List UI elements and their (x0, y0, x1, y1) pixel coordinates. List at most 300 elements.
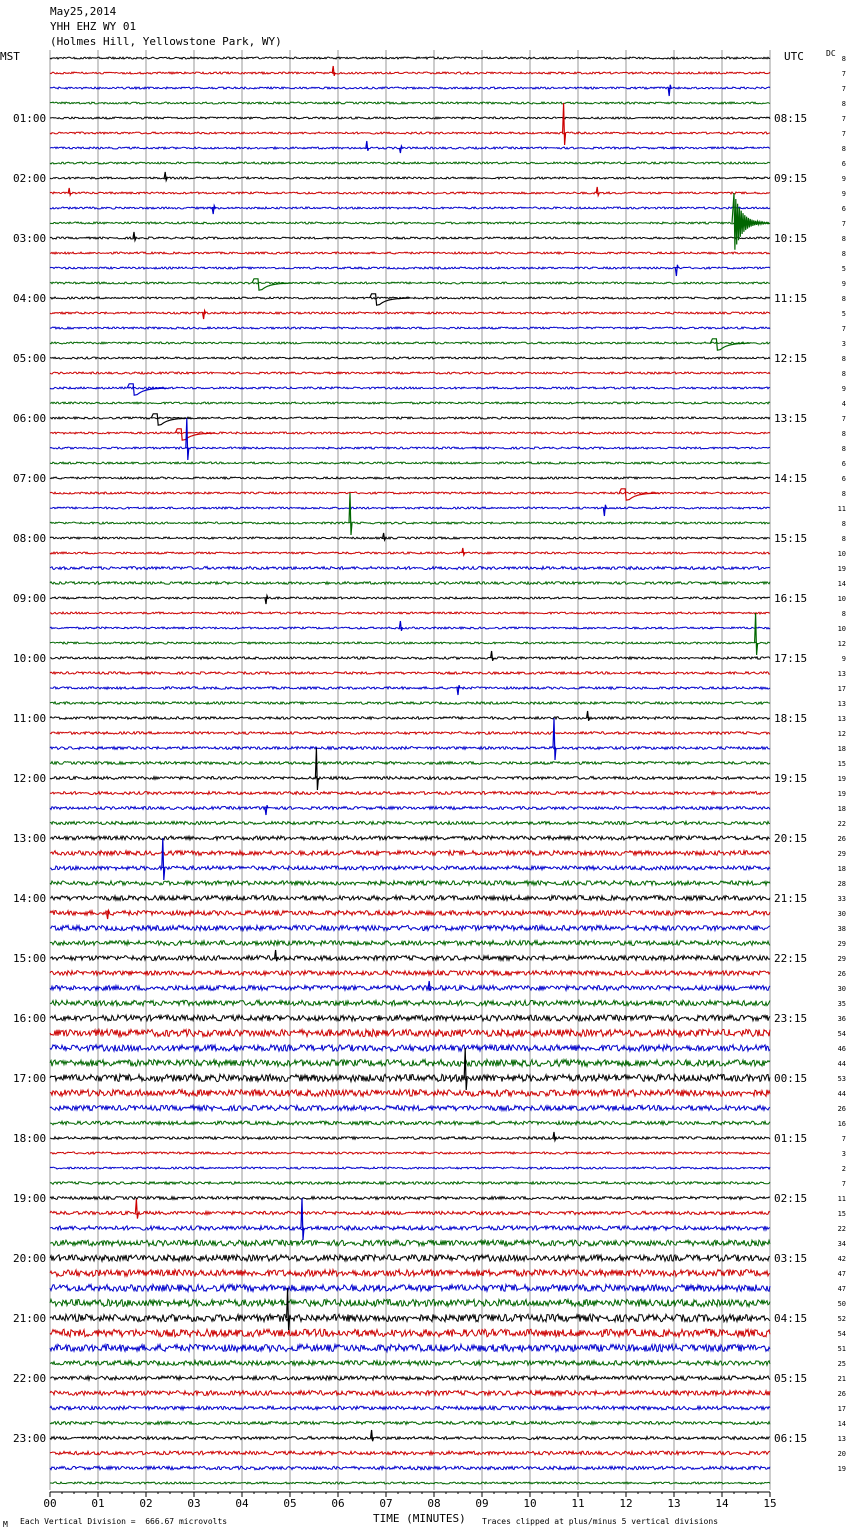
dc-offset-value: 4 (841, 400, 846, 408)
right-hour-label: 05:15 (774, 1372, 808, 1385)
dc-offset-value: 8 (841, 520, 846, 528)
event-spike (287, 1288, 290, 1330)
seismic-trace (50, 717, 770, 720)
seismic-trace (50, 207, 770, 209)
seismic-trace (50, 522, 770, 524)
dc-offset-value: 7 (841, 130, 846, 138)
seismic-trace (50, 357, 770, 359)
dc-offset-value: 30 (837, 985, 846, 993)
dc-offset-value: 12 (837, 730, 846, 738)
dc-offset-value: 8 (841, 445, 846, 453)
dc-offset-value: 19 (837, 790, 846, 798)
dc-offset-value: 14 (837, 580, 846, 588)
dc-offset-value: 3 (841, 340, 846, 348)
event-step (175, 429, 215, 440)
x-tick-label: 09 (475, 1497, 489, 1510)
dc-offset-value: 30 (837, 910, 846, 918)
station-location: (Holmes Hill, Yellowstone Park, WY) (50, 35, 282, 48)
dc-offset-value: 10 (837, 550, 846, 558)
right-hour-label: 12:15 (774, 352, 808, 365)
dc-offset-value: 8 (841, 535, 846, 543)
right-hour-label: 04:15 (774, 1312, 808, 1325)
seismic-trace (50, 1329, 770, 1337)
dc-offset-value: 26 (837, 970, 846, 978)
dc-offset-value: 21 (837, 1375, 846, 1383)
seismic-trace (50, 1466, 770, 1469)
dc-offset-value: 6 (841, 475, 846, 483)
event-spike (587, 711, 590, 721)
event-spike (675, 265, 678, 276)
event-spike (162, 838, 165, 880)
seismic-trace (50, 57, 770, 59)
left-hour-label: 16:00 (13, 1012, 47, 1025)
left-hour-label: 10:00 (13, 652, 47, 665)
event-spike (553, 1132, 556, 1140)
dc-offset-value: 28 (837, 880, 846, 888)
dc-offset-value: 2 (841, 1165, 846, 1173)
left-hour-label: 07:00 (13, 472, 47, 485)
right-hour-label: 09:15 (774, 172, 808, 185)
x-tick-label: 10 (523, 1497, 537, 1510)
right-hour-label: 01:15 (774, 1132, 808, 1145)
seismic-trace (50, 896, 770, 901)
dc-offset-value: 8 (841, 100, 846, 108)
seismic-trace (50, 1029, 770, 1036)
seismic-trace (50, 1285, 770, 1292)
dc-offset-value: 42 (837, 1255, 846, 1263)
seismic-trace (50, 252, 770, 254)
seismic-trace (50, 1451, 770, 1455)
seismic-trace (50, 492, 770, 494)
event-spike (301, 1198, 304, 1240)
left-hour-label: 12:00 (13, 772, 47, 785)
dc-offset-value: 9 (841, 385, 846, 393)
left-hour-label: 13:00 (13, 832, 47, 845)
seismic-trace (50, 1197, 770, 1200)
seismic-trace (50, 956, 770, 961)
dc-offset-value: 5 (841, 265, 846, 273)
right-hour-label: 13:15 (774, 412, 808, 425)
seismic-trace (50, 1391, 770, 1396)
dc-label: DC (826, 49, 836, 58)
seismic-trace (50, 1226, 770, 1230)
left-hour-label: 11:00 (13, 712, 47, 725)
dc-offset-value: 6 (841, 460, 846, 468)
left-hour-label: 21:00 (13, 1312, 47, 1325)
x-tick-label: 02 (139, 1497, 153, 1510)
seismic-trace (50, 1299, 770, 1306)
seismic-trace (50, 552, 770, 554)
seismic-trace (50, 1211, 770, 1214)
seismic-trace (50, 282, 770, 284)
x-tick-label: 07 (379, 1497, 393, 1510)
event-spike (332, 66, 335, 76)
right-hour-label: 02:15 (774, 1192, 808, 1205)
right-hour-label: 00:15 (774, 1072, 808, 1085)
dc-offset-value: 7 (841, 220, 846, 228)
x-tick-label: 08 (427, 1497, 441, 1510)
dc-offset-value: 5 (841, 310, 846, 318)
seismic-trace (50, 1182, 770, 1185)
right-hour-label: 17:15 (774, 652, 808, 665)
dc-offset-value: 17 (837, 685, 846, 693)
event-spike (457, 685, 460, 695)
clip-note: Traces clipped at plus/minus 5 vertical divisions (482, 1517, 719, 1526)
x-tick-label: 04 (235, 1497, 249, 1510)
seismic-trace (50, 327, 770, 329)
seismic-trace (50, 462, 770, 464)
seismic-trace (50, 1255, 770, 1261)
left-hour-label: 01:00 (13, 112, 47, 125)
dc-offset-value: 19 (837, 565, 846, 573)
seismic-trace (50, 941, 770, 946)
dc-offset-value: 36 (837, 1015, 846, 1023)
dc-offset-value: 8 (841, 430, 846, 438)
seismic-trace (50, 1314, 770, 1321)
seismic-trace (50, 1406, 770, 1410)
seismic-trace (50, 267, 770, 269)
right-hour-label: 22:15 (774, 952, 808, 965)
dc-offset-value: 6 (841, 205, 846, 213)
right-hour-label: 10:15 (774, 232, 808, 245)
left-hour-label: 02:00 (13, 172, 47, 185)
dc-offset-value: 6 (841, 160, 846, 168)
left-hour-label: 04:00 (13, 292, 47, 305)
seismic-trace (50, 1121, 770, 1125)
seismic-trace (50, 1015, 770, 1021)
dc-offset-value: 29 (837, 955, 846, 963)
seismic-trace (50, 821, 770, 824)
x-tick-label: 01 (91, 1497, 105, 1510)
left-hour-label: 22:00 (13, 1372, 47, 1385)
seismic-trace (50, 1167, 770, 1169)
x-axis-label: TIME (MINUTES) (373, 1512, 466, 1525)
dc-offset-value: 8 (841, 370, 846, 378)
left-hour-label: 23:00 (13, 1432, 47, 1445)
dc-offset-value: 8 (841, 250, 846, 258)
seismic-trace (50, 192, 770, 194)
seismic-trace (50, 447, 770, 449)
dc-offset-value: 44 (837, 1060, 846, 1068)
dc-offset-value: 52 (837, 1315, 846, 1323)
dc-offset-value: 7 (841, 415, 846, 423)
seismic-trace (50, 807, 770, 810)
seismic-trace (50, 986, 770, 991)
event-step (252, 279, 292, 290)
event-spike (603, 505, 606, 516)
event-step (370, 294, 410, 305)
seismic-trace (50, 642, 770, 644)
seismic-trace (50, 732, 770, 735)
right-hour-label: 08:15 (774, 112, 808, 125)
dc-offset-value: 18 (837, 805, 846, 813)
dc-offset-value: 8 (841, 355, 846, 363)
seismic-trace (50, 237, 770, 239)
seismic-trace (50, 72, 770, 74)
seismic-trace (50, 297, 770, 299)
dc-offset-value: 29 (837, 850, 846, 858)
dc-offset-value: 44 (837, 1090, 846, 1098)
seismic-trace (50, 312, 770, 314)
seismic-trace (50, 687, 770, 689)
seismic-trace (50, 1090, 770, 1097)
seismic-trace (50, 881, 770, 885)
seismic-trace (50, 777, 770, 780)
dc-offset-value: 15 (837, 760, 846, 768)
dc-offset-value: 7 (841, 1180, 846, 1188)
seismic-trace (50, 1105, 770, 1110)
seismic-trace (50, 342, 770, 344)
event-spike (371, 1430, 374, 1441)
seismic-trace (50, 1137, 770, 1140)
dc-offset-value: 9 (841, 280, 846, 288)
utc-label: UTC (784, 50, 804, 63)
x-tick-label: 15 (763, 1497, 777, 1510)
x-tick-label: 13 (667, 1497, 681, 1510)
event-spike (212, 206, 215, 214)
event-spike (366, 141, 369, 151)
right-hour-label: 11:15 (774, 292, 808, 305)
event-spike (315, 748, 318, 790)
dc-offset-value: 54 (837, 1330, 846, 1338)
event-step (127, 384, 167, 395)
dc-offset-value: 54 (837, 1030, 846, 1038)
seismic-trace (50, 117, 770, 119)
dc-offset-value: 38 (837, 925, 846, 933)
event-group (68, 66, 769, 1441)
left-hour-label: 19:00 (13, 1192, 47, 1205)
x-tick-label: 11 (571, 1497, 585, 1510)
dc-offset-value: 13 (837, 1435, 846, 1443)
event-spike (186, 418, 189, 460)
event-spike (553, 718, 556, 760)
seismic-trace (50, 1437, 770, 1440)
dc-offset-value: 18 (837, 745, 846, 753)
dc-offset-value: 22 (837, 820, 846, 828)
seismic-trace (50, 702, 770, 704)
seismic-trace (50, 925, 770, 930)
seismic-trace (50, 1361, 770, 1366)
left-hour-label: 20:00 (13, 1252, 47, 1265)
event-spike (135, 1199, 138, 1219)
event-spike (668, 85, 671, 96)
event-spike (68, 188, 71, 195)
right-hour-label: 15:15 (774, 532, 808, 545)
event-step (710, 339, 750, 350)
event-earthquake (732, 193, 769, 250)
dc-offset-value: 12 (837, 640, 846, 648)
x-tick-label: 05 (283, 1497, 297, 1510)
seismic-trace (50, 432, 770, 434)
dc-offset-value: 34 (837, 1240, 846, 1248)
event-step (151, 414, 191, 425)
trace-group (50, 57, 770, 1484)
seismic-trace (50, 177, 770, 179)
seismic-trace (50, 1482, 770, 1484)
seismic-trace (50, 866, 770, 870)
seismic-trace (50, 1045, 770, 1051)
event-spike (464, 1048, 467, 1090)
dc-offset-value: 11 (837, 505, 846, 513)
dc-offset-value: 9 (841, 175, 846, 183)
event-spike (755, 613, 758, 655)
event-spike (462, 548, 465, 555)
left-hour-label: 15:00 (13, 952, 47, 965)
seismic-trace (50, 1421, 770, 1424)
seismic-trace (50, 672, 770, 674)
left-hour-label: 03:00 (13, 232, 47, 245)
dc-offset-value: 8 (841, 235, 846, 243)
x-tick-label: 14 (715, 1497, 729, 1510)
dc-offset-value: 19 (837, 1465, 846, 1473)
station-date: May25,2014 (50, 5, 117, 18)
dc-offset-value: 7 (841, 115, 846, 123)
seismic-trace (50, 1344, 770, 1351)
seismic-trace (50, 1074, 770, 1081)
seismic-trace (50, 507, 770, 509)
seismic-trace (50, 836, 770, 840)
dc-offset-value: 8 (841, 55, 846, 63)
dc-offset-value: 53 (837, 1075, 846, 1083)
seismic-trace (50, 971, 770, 976)
left-hour-label: 08:00 (13, 532, 47, 545)
seismic-trace (50, 132, 770, 134)
right-hour-label: 16:15 (774, 592, 808, 605)
left-hour-label: 14:00 (13, 892, 47, 905)
chart-grid (50, 50, 770, 1497)
corner-mark: M (3, 1520, 8, 1529)
dc-offset-value: 8 (841, 295, 846, 303)
dc-offset-value: 9 (841, 655, 846, 663)
dc-offset-value: 8 (841, 490, 846, 498)
seismic-trace (50, 102, 770, 104)
dc-offset-value: 16 (837, 1120, 846, 1128)
dc-offset-value: 51 (837, 1345, 846, 1353)
scale-note: Each Vertical Division = 666.67 microvolts (20, 1517, 228, 1526)
dc-offset-value: 14 (837, 1420, 846, 1428)
seismic-trace (50, 87, 770, 89)
right-hour-label: 14:15 (774, 472, 808, 485)
seismic-trace (50, 1270, 770, 1277)
dc-offset-value: 7 (841, 70, 846, 78)
left-hour-label: 05:00 (13, 352, 47, 365)
event-spike (563, 103, 566, 145)
dc-offset-value: 47 (837, 1285, 846, 1293)
seismic-trace (50, 162, 770, 164)
event-spike (275, 950, 278, 961)
seismic-trace (50, 567, 770, 570)
event-spike (349, 493, 352, 535)
dc-offset-value: 10 (837, 595, 846, 603)
mst-label: MST (0, 50, 20, 63)
left-hour-label: 09:00 (13, 592, 47, 605)
dc-offset-value: 35 (837, 1000, 846, 1008)
right-hour-label: 19:15 (774, 772, 808, 785)
dc-offset-value: 25 (837, 1360, 846, 1368)
right-hour-label: 20:15 (774, 832, 808, 845)
seismic-trace (50, 1152, 770, 1154)
dc-offset-value: 46 (837, 1045, 846, 1053)
dc-offset-value: 11 (837, 1195, 846, 1203)
dc-offset-value: 26 (837, 1390, 846, 1398)
seismic-trace (50, 747, 770, 750)
dc-offset-value: 9 (841, 190, 846, 198)
dc-offset-value: 15 (837, 1210, 846, 1218)
event-spike (265, 596, 268, 604)
seismic-trace (50, 851, 770, 856)
right-hour-label: 21:15 (774, 892, 808, 905)
x-tick-label: 06 (331, 1497, 345, 1510)
dc-offset-value: 47 (837, 1270, 846, 1278)
dc-offset-value: 50 (837, 1300, 846, 1308)
right-hour-label: 06:15 (774, 1432, 808, 1445)
dc-offset-value: 33 (837, 895, 846, 903)
seismic-trace (50, 1000, 770, 1005)
left-hour-label: 18:00 (13, 1132, 47, 1145)
dc-offset-value: 7 (841, 325, 846, 333)
dc-offset-value: 26 (837, 835, 846, 843)
event-spike (399, 621, 402, 631)
dc-offset-value: 13 (837, 670, 846, 678)
dc-offset-value: 13 (837, 715, 846, 723)
event-spike (203, 311, 206, 319)
seismic-trace (50, 477, 770, 479)
event-step (619, 489, 659, 500)
dc-offset-value: 19 (837, 775, 846, 783)
left-hour-label: 17:00 (13, 1072, 47, 1085)
right-hour-label: 23:15 (774, 1012, 808, 1025)
seismic-trace (50, 1060, 770, 1067)
seismic-trace (50, 402, 770, 404)
seismic-trace (50, 222, 770, 224)
seismic-trace (50, 762, 770, 765)
dc-offset-value: 7 (841, 1135, 846, 1143)
dc-offset-value: 7 (841, 85, 846, 93)
seismic-trace (50, 582, 770, 585)
right-hour-label: 18:15 (774, 712, 808, 725)
seismic-trace (50, 537, 770, 539)
dc-offset-value: 10 (837, 625, 846, 633)
seismic-trace (50, 612, 770, 614)
x-tick-label: 00 (43, 1497, 57, 1510)
seismic-trace (50, 627, 770, 629)
dc-offset-value: 22 (837, 1225, 846, 1233)
event-spike (596, 187, 599, 195)
dc-offset-value: 8 (841, 610, 846, 618)
dc-offset-value: 3 (841, 1150, 846, 1158)
seismic-trace (50, 792, 770, 795)
seismic-trace (50, 1376, 770, 1380)
event-spike (399, 146, 402, 153)
right-hour-label: 03:15 (774, 1252, 808, 1265)
dc-offset-value: 8 (841, 145, 846, 153)
x-tick-label: 12 (619, 1497, 633, 1510)
station-code: YHH EHZ WY 01 (50, 20, 137, 33)
seismic-trace (50, 597, 770, 599)
dc-offset-value: 26 (837, 1105, 846, 1113)
seismic-trace (50, 657, 770, 659)
event-spike (491, 651, 494, 661)
seismic-trace (50, 372, 770, 374)
dc-offset-value: 29 (837, 940, 846, 948)
label-group (8, 55, 846, 1510)
seismic-trace (50, 911, 770, 916)
seismic-trace (50, 1240, 770, 1246)
left-hour-label: 06:00 (13, 412, 47, 425)
x-tick-label: 03 (187, 1497, 201, 1510)
dc-offset-value: 20 (837, 1450, 846, 1458)
dc-offset-value: 17 (837, 1405, 846, 1413)
